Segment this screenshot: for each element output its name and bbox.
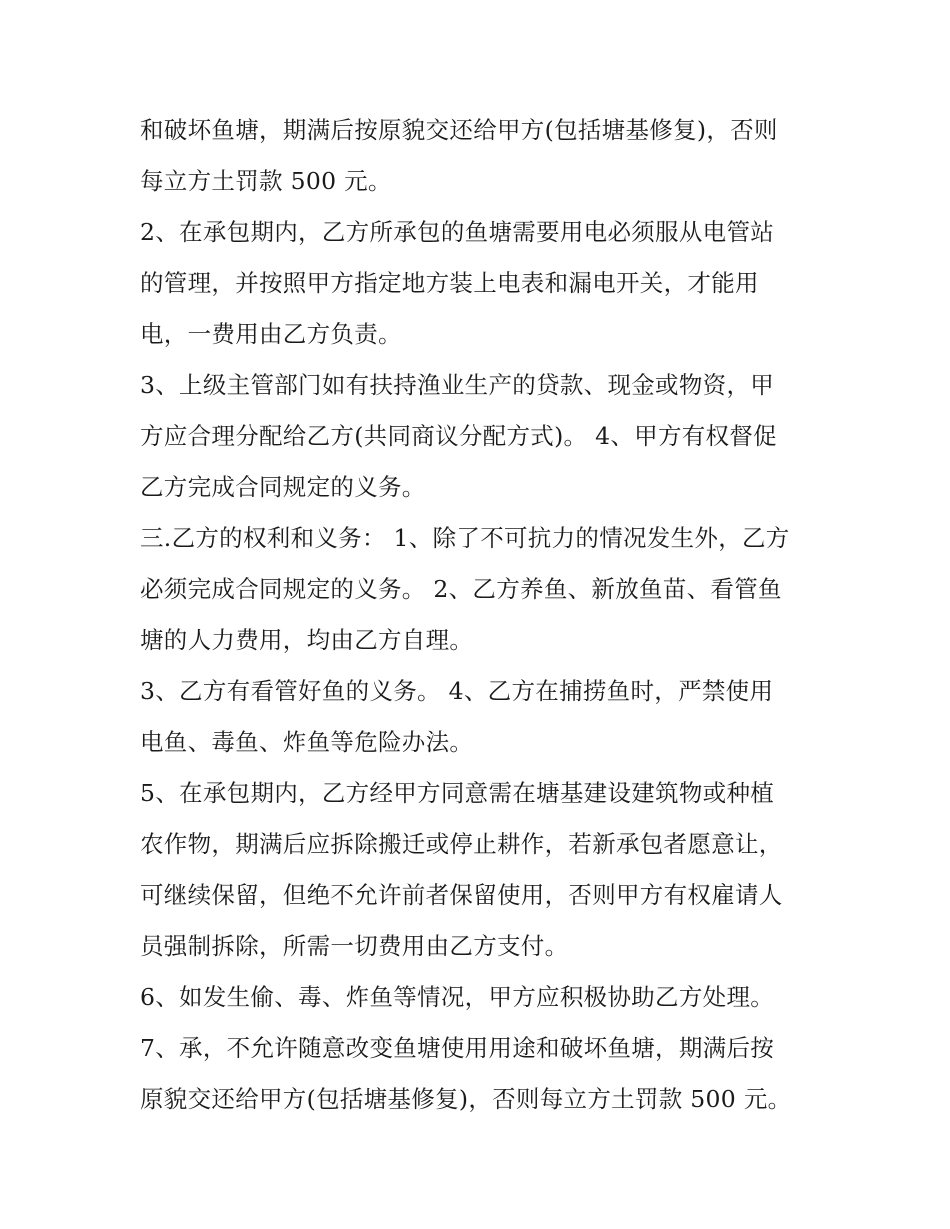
text-line-1: 和破坏鱼塘，期满后按原貌交还给甲方(包括塘基修复)，否则 (140, 116, 778, 144)
text-line-14: 5、在承包期内，乙方经甲方同意需在塘基建设建筑物或种植 (140, 779, 775, 807)
text-line-11: 塘的人力费用，均由乙方自理。 (140, 626, 474, 654)
text-line-3: 2、在承包期内，乙方所承包的鱼塘需要用电必须服从电管站 (140, 218, 775, 246)
text-line-6: 3、上级主管部门如有扶持渔业生产的贷款、现金或物资，甲 (140, 371, 775, 399)
text-line-5: 电，一费用由乙方负责。 (140, 320, 402, 348)
text-line-4: 的管理，并按照甲方指定地方装上电表和漏电开关，才能用 (140, 269, 759, 297)
text-line-9: 三.乙方的权利和义务： 1、除了不可抗力的情况发生外，乙方 (140, 524, 790, 552)
text-line-15: 农作物，期满后应拆除搬迁或停止耕作，若新承包者愿意让， (140, 830, 783, 858)
text-line-16: 可继续保留，但绝不允许前者保留使用，否则甲方有权雇请人 (140, 881, 783, 909)
text-line-20: 原貌交还给甲方(包括塘基修复)，否则每立方土罚款 500 元。 (140, 1085, 792, 1113)
text-line-12: 3、乙方有看管好鱼的义务。 4、乙方在捕捞鱼时，严禁使用 (140, 677, 774, 705)
text-line-8: 乙方完成合同规定的义务。 (140, 473, 426, 501)
text-line-17: 员强制拆除，所需一切费用由乙方支付。 (140, 932, 569, 960)
text-line-2: 每立方土罚款 500 元。 (140, 167, 392, 195)
text-line-13: 电鱼、毒鱼、炸鱼等危险办法。 (140, 728, 474, 756)
text-line-7: 方应合理分配给乙方(共同商议分配方式)。 4、甲方有权督促 (140, 422, 777, 450)
text-line-19: 7、承，不允许随意改变鱼塘使用用途和破坏鱼塘，期满后按 (140, 1034, 775, 1062)
text-line-10: 必须完成合同规定的义务。 2、乙方养鱼、新放鱼苗、看管鱼 (140, 575, 782, 603)
text-line-18: 6、如发生偷、毒、炸鱼等情况，甲方应积极协助乙方处理。 (140, 983, 775, 1011)
